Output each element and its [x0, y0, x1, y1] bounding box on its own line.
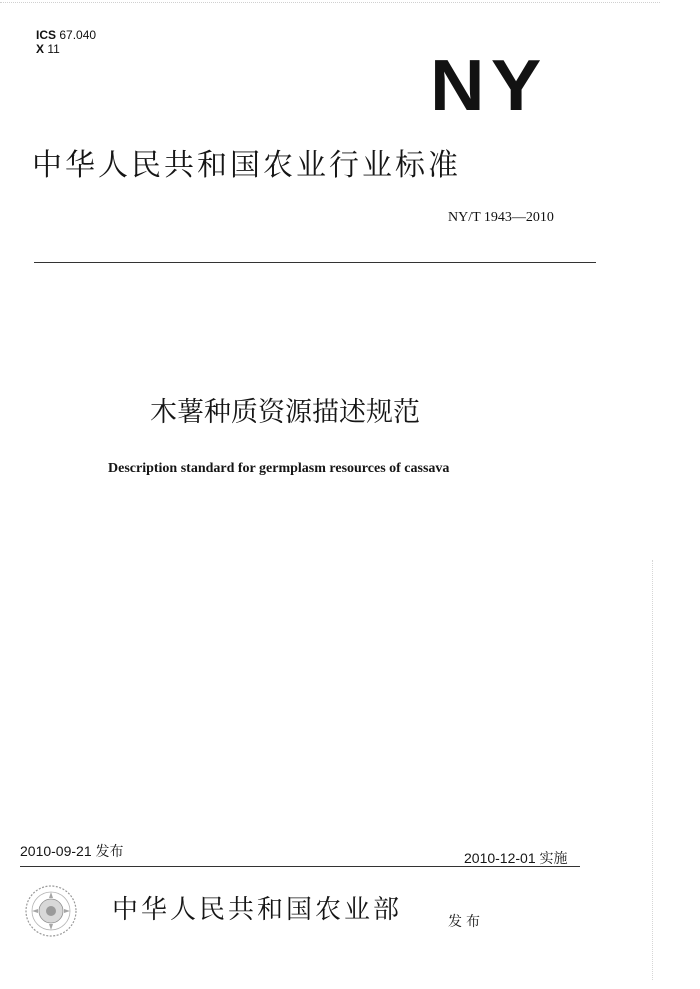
scan-edge-right — [652, 560, 654, 980]
divider-bottom — [20, 866, 580, 867]
classification-block — [36, 28, 96, 56]
ny-logo: NY — [430, 46, 548, 126]
ics-line — [36, 28, 96, 42]
ics-code: 67.040 — [59, 28, 97, 42]
document-title-en: Description standard for germplasm resources of cassava — [108, 461, 450, 476]
ics-label: ICS — [36, 28, 57, 42]
ccs-line — [36, 42, 96, 56]
ccs-label: X — [36, 42, 45, 56]
scan-edge-top — [0, 2, 660, 4]
ministry-seal-icon — [24, 884, 78, 938]
implementation-date: 2010-12-01 实施 — [464, 850, 568, 866]
divider-top — [34, 262, 596, 263]
ccs-code: 11 — [47, 42, 60, 56]
publisher-suffix: 发布 — [448, 914, 484, 930]
issue-date: 2010-09-21 发布 — [20, 843, 124, 859]
organization-title: 中华人民共和国农业行业标准 — [32, 148, 461, 183]
standard-code: NY/T 1943—2010 — [448, 210, 554, 225]
document-title-cn: 木薯种质资源描述规范 — [150, 397, 420, 428]
publisher-name: 中华人民共和国农业部 — [112, 895, 403, 925]
